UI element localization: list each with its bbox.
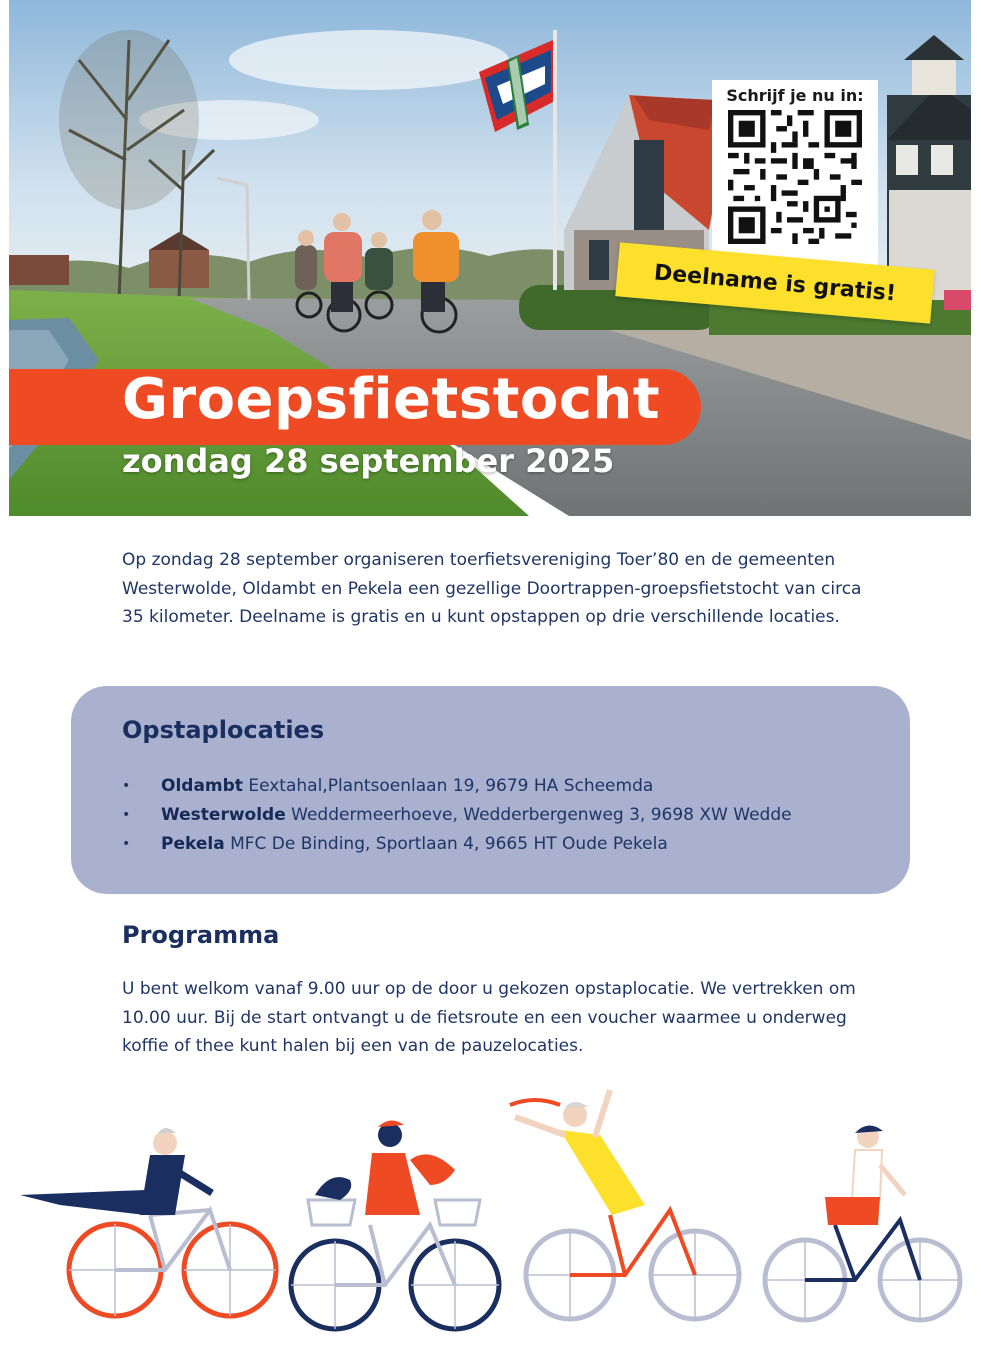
free-participation-banner: Deelname is gratis! bbox=[615, 242, 935, 323]
qr-card[interactable] bbox=[712, 80, 878, 266]
list-item bbox=[122, 830, 792, 859]
bullet-icon: • bbox=[122, 836, 131, 852]
location-address: Weddermeerhoeve, Wedderbergenweg 3, 9698 XW Wedde bbox=[291, 805, 792, 825]
qr-code-icon[interactable] bbox=[728, 110, 862, 244]
program-paragraph: U bent welkom vanaf 9.00 uur op de door u gekozen opstaplocatie. We vertrekken om 10.00 uur. Bij de start ontvangt u de fietsroute en een voucher waarmee u onderweg koffie of thee kunt halen bij een van de pauzelocaties. bbox=[122, 979, 856, 1056]
location-address: MFC De Binding, Sportlaan 4, 9665 HT Oude Pekela bbox=[230, 834, 668, 854]
intro-paragraph: Op zondag 28 september organiseren toerfietsvereniging Toer’80 en de gemeenten Westerwolde, Oldambt en Pekela een gezellige Doortrappen-groepsfietstocht van circa 35 kilometer. Deelname is gratis en u kunt opstappen op drie verschillende locaties. bbox=[122, 550, 862, 627]
bullet-icon: • bbox=[122, 778, 131, 794]
locations-box bbox=[71, 686, 910, 894]
list-item bbox=[122, 772, 792, 801]
locations-title: Opstaplocaties bbox=[122, 716, 325, 744]
event-date: zondag 28 september 2025 bbox=[122, 442, 615, 480]
program-title: Programma bbox=[122, 921, 280, 949]
location-name: Westerwolde bbox=[161, 805, 286, 825]
location-name: Pekela bbox=[161, 834, 225, 854]
locations-list bbox=[122, 772, 792, 859]
list-item bbox=[122, 801, 792, 830]
cyclists-illustration bbox=[0, 1075, 981, 1335]
location-address: Eextahal,Plantsoenlaan 19, 9679 HA Scheemda bbox=[248, 776, 654, 796]
location-name: Oldambt bbox=[161, 776, 243, 796]
page-title: Groepsfietstocht bbox=[122, 367, 661, 432]
bullet-icon: • bbox=[122, 807, 131, 823]
qr-label: Schrijf je nu in: bbox=[726, 86, 864, 105]
